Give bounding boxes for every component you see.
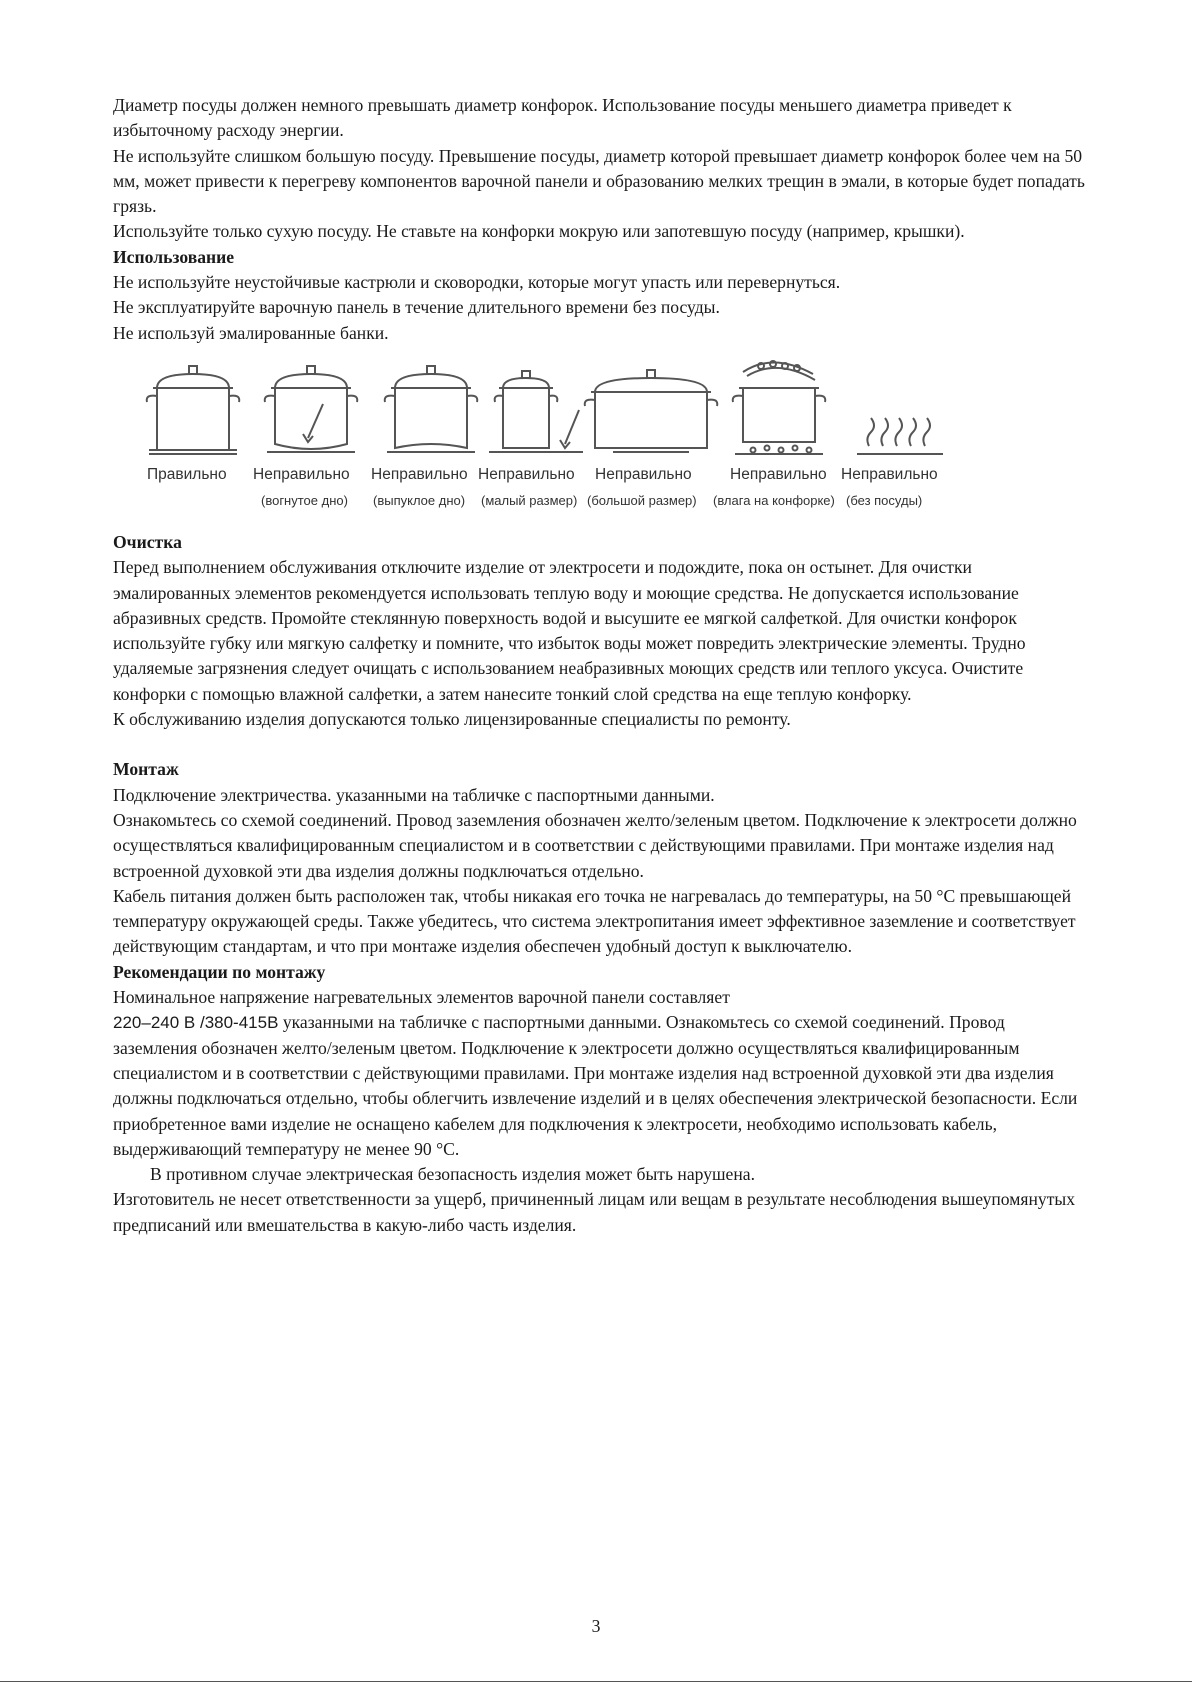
- mounting-paragraph-electricity: Подключение электричества. указанными на табличке с паспортными данными.: [113, 784, 715, 805]
- usage-line-unstable: Не используйте неустойчивые кастрюли и сковородки, которые могут упасть или перевернуться.: [113, 272, 841, 293]
- mounting-paragraph-cable: Кабель питания должен быть расположен так, чтобы никакая его точка не нагревалась до температуры, на 50 °С превышающей температуру окружающей среды. Также убедитесь, что система электропитания имеет эффективное заземление и соответствует действующим стандартам, и что при монтаже изделия обеспечен удобный доступ к выключателю.: [113, 885, 1076, 957]
- caption-sub-moisture: (влага на конфорке): [713, 492, 835, 508]
- pot-small-size-icon: [489, 371, 583, 452]
- pot-correct-icon: [147, 366, 240, 454]
- intro-paragraph-diameter: Диаметр посуды должен немного превышать диаметр конфорок. Использование посуды меньшего диаметра приведет к избыточному расходу энергии.: [113, 95, 1012, 141]
- caption-sub-convex: (выпуклое дно): [373, 492, 466, 508]
- pot-moisture-icon: [733, 361, 826, 454]
- caption-no-cookware: Неправильно: [841, 465, 938, 483]
- caption-convex: Неправильно: [371, 465, 468, 483]
- caption-correct: Правильно: [147, 465, 227, 483]
- caption-sub-concave: (вогнутое дно): [261, 492, 348, 508]
- mounting-heading: Монтаж: [113, 759, 179, 780]
- intro-paragraph-large-cookware: Не используйте слишком большую посуду. Превышение посуды, диаметр которой превышает диаметр конфорок более чем на 50 мм, может привести к перегреву компонентов варочной панели и образованию мелких трещин в эмали, в которые будет попадать грязь.: [113, 145, 1085, 217]
- recommendations-heading: Рекомендации по монтажу: [113, 961, 326, 982]
- pot-convex-bottom-icon: [385, 366, 478, 452]
- caption-small: Неправильно: [478, 465, 575, 483]
- recommendations-paragraph-voltage-intro: Номинальное напряжение нагревательных элементов варочной панели составляет: [113, 987, 730, 1008]
- recommendations-connection-text: указанными на табличке с паспортными данными. Ознакомьтесь со схемой соединений. Провод заземления обозначен желто/зеленым цветом. Подключение к электросети должно осуществляться квалифицированным специалистом и в соответствии с действующими правилами. При монтаже изделия над встроенной духовкой эти два изделия должны подключаться отдельно, чтобы облегчить извлечение изделий и в целях обеспечения электрической безопасности. Если приобретенное вами изделие не оснащено кабелем для подключения к электросети, необходимо использовать кабель, выдерживающий температуру не менее 90 °С.: [113, 1012, 1078, 1159]
- caption-moisture: Неправильно: [730, 465, 827, 483]
- footer-divider: [0, 1681, 1192, 1682]
- cookware-illustration: [113, 358, 1085, 526]
- voltage-value: 220–240 В /380-415В: [113, 1013, 279, 1033]
- caption-sub-large: (большой размер): [587, 492, 697, 508]
- pot-large-size-icon: [585, 370, 718, 452]
- usage-line-no-cookware: Не эксплуатируйте варочную панель в течение длительного времени без посуды.: [113, 297, 720, 318]
- page-number: 3: [591, 1616, 601, 1636]
- intro-paragraph-dry-cookware: Используйте только сухую посуду. Не ставьте на конфорки мокрую или запотевшую посуду (например, крышки).: [113, 221, 965, 242]
- mounting-paragraph-wiring: Ознакомьтесь со схемой соединений. Провод заземления обозначен желто/зеленым цветом. Подключение к электросети должно осуществляться квалифицированным специалистом и в соответствии с действующими правилами. При монтаже изделия над встроенной духовкой эти два изделия должны подключаться отдельно.: [113, 809, 1077, 881]
- caption-sub-no-cookware: (без посуды): [846, 492, 923, 508]
- cleaning-heading: Очистка: [113, 531, 182, 552]
- section-spacer: [113, 732, 1085, 757]
- pot-concave-bottom-icon: [265, 366, 358, 452]
- usage-line-enamel-cans: Не используй эмалированные банки.: [113, 322, 389, 343]
- usage-heading: Использование: [113, 246, 235, 267]
- cleaning-paragraph: Перед выполнением обслуживания отключите изделие от электросети и подождите, пока он остынет. Для очистки эмалированных элементов рекомендуется использовать теплую воду и моющие средства. Не допускается использование абразивных средств. Промойте стеклянную поверхность водой и высушите ее мягкой салфеткой. Для очистки конфорок используйте губку или мягкую салфетку и помните, что избыток воды может повредить электрические элементы. Трудно удаляемые загрязнения следует очищать с использованием неабразивных моющих средств или теплого уксуса. Очистите конфорки с помощью влажной салфетки, а затем нанесите тонкий слой средства на еще теплую конфорку.: [113, 557, 1026, 704]
- burner-no-cookware-icon: [857, 418, 943, 454]
- caption-sub-small: (малый размер): [481, 492, 578, 508]
- recommendations-paragraph-connection: [113, 1010, 1085, 1162]
- caption-concave: Неправильно: [253, 465, 350, 483]
- recommendations-paragraph-liability: Изготовитель не несет ответственности за ущерб, причиненный лицам или вещам в результате несоблюдения вышеупомянутых предписаний или вмешательства в какую-либо часть изделия.: [113, 1189, 1076, 1235]
- caption-large: Неправильно: [595, 465, 692, 483]
- recommendations-paragraph-safety: В противном случае электрическая безопасность изделия может быть нарушена.: [150, 1164, 755, 1185]
- document-page: [113, 93, 1085, 1238]
- cleaning-specialists-paragraph: К обслуживанию изделия допускаются только лицензированные специалисты по ремонту.: [113, 709, 791, 730]
